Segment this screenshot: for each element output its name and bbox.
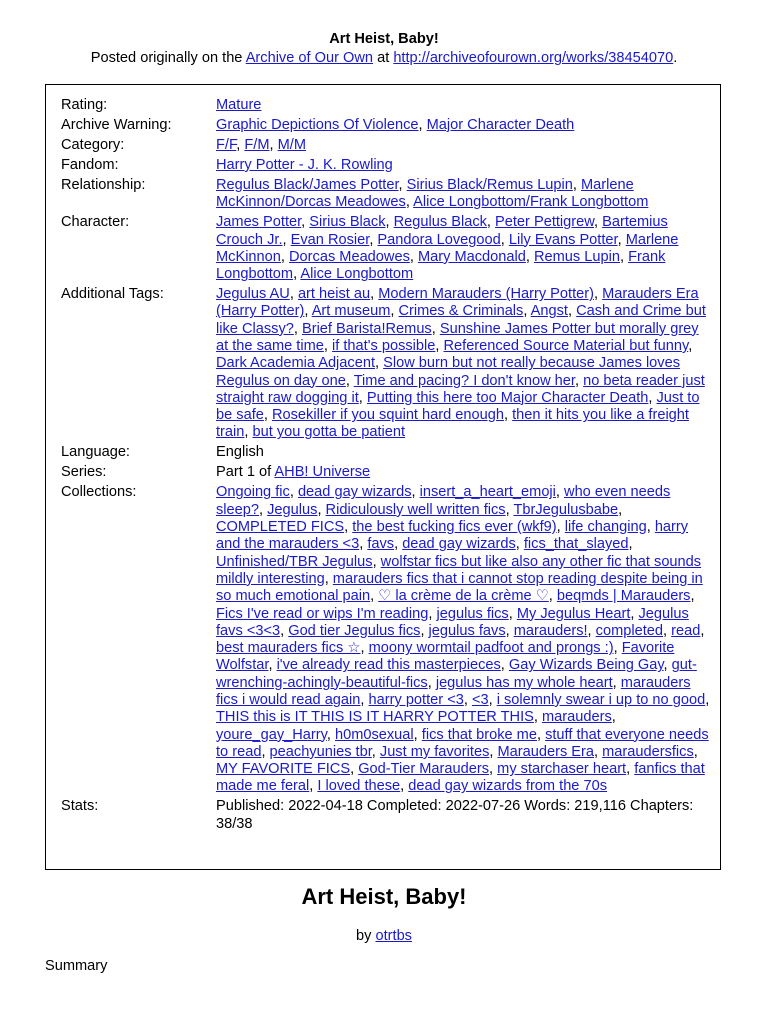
tag-link[interactable]: youre_gay_Harry (216, 726, 327, 743)
tag-link[interactable]: i've already read this masterpieces (276, 657, 501, 674)
tag-link[interactable]: Regulus Black (393, 214, 487, 231)
meta-value: Jegulus AU, art heist au, Modern Marauders (Harry Potter), Marauders Era (Harry Potter), Art museum, Crimes & Criminals, Angst, Cash and Crime but like Classy?, Brief Barista!Remus, Sunshine James Potter but morally grey at the same time, if that's possible, Referenced Source Material but funny, Dark Academia Adjacent, Slow burn but not really because James loves Regulus on day one, Time and pacing? I don't know her, no beta reader just straight raw dogging it, Putting this here too Major Character Death, Just to be safe, Rosekiller if you squint hard enough, then it hits you like a freight train, but you gotta be patient (216, 286, 706, 441)
tag-link[interactable]: fics that broke me (421, 726, 537, 743)
tag-link[interactable]: dead gay wizards from the 70s (408, 778, 608, 795)
tag-link[interactable]: art heist au (297, 286, 371, 303)
tag-link[interactable]: fics_that_slayed (523, 536, 629, 553)
tag-link[interactable]: maraudersfics (602, 743, 694, 760)
metadata-box (45, 84, 721, 870)
tag-link[interactable]: completed (595, 622, 663, 639)
tag-link[interactable]: Modern Marauders (Harry Potter) (378, 286, 594, 303)
meta-label: Character: (61, 214, 130, 231)
tag-link[interactable]: MY FAVORITE FICS (216, 761, 351, 778)
tag-link[interactable]: jegulus has my whole heart (435, 674, 613, 691)
posted-prefix: Posted originally on the (90, 50, 246, 66)
tag-link[interactable]: Major Character Death (426, 116, 575, 133)
tag-link[interactable]: if that's possible (332, 337, 436, 354)
meta-row (61, 157, 711, 177)
tag-link[interactable]: F/F (216, 136, 237, 153)
tag-link[interactable]: jegulus favs (428, 622, 506, 639)
tag-link[interactable]: TbrJegulusbabe (513, 501, 619, 518)
tag-link[interactable]: Mature (216, 97, 262, 113)
meta-value (216, 157, 711, 177)
tag-link[interactable]: life changing (564, 519, 647, 536)
meta-row (61, 177, 711, 214)
tag-link[interactable]: I loved these (317, 778, 401, 795)
meta-label: Relationship: (61, 176, 146, 193)
tag-link[interactable]: <3 (471, 691, 489, 708)
meta-text: English (216, 444, 264, 461)
meta-value (216, 464, 711, 484)
tag-link[interactable]: beqmds | Marauders (556, 588, 691, 605)
summary-heading: Summary (45, 958, 108, 974)
tag-link[interactable]: Cash and Crime but like Classy? (216, 303, 706, 337)
tag-link[interactable]: Ridiculously well written fics (325, 501, 506, 518)
tag-link[interactable]: Rosekiller if you squint hard enough (271, 407, 505, 424)
tag-link[interactable]: best mauraders fics ☆ (216, 640, 361, 657)
meta-label: Additional Tags: (61, 286, 164, 303)
tag-link[interactable]: Lily Evans Potter (508, 231, 618, 248)
tag-link[interactable]: Remus Lupin (533, 248, 620, 265)
tag-link[interactable]: COMPLETED FICS (216, 519, 345, 536)
meta-value: James Potter, Sirius Black, Regulus Black, Peter Pettigrew, Bartemius Crouch Jr., Evan Rosier, Pandora Lovegood, Lily Evans Potter, Marlene McKinnon, Dorcas Meadowes, Mary Macdonald, Remus Lupin, Frank Longbottom, Alice Longbottom (216, 214, 679, 283)
meta-value: F/F, F/M, M/M (216, 136, 306, 153)
tag-link[interactable]: Ongoing fic (216, 484, 290, 501)
tag-link[interactable]: Just my favorites (379, 743, 490, 760)
meta-value (216, 798, 711, 835)
tag-link[interactable]: my starchaser heart (497, 761, 627, 778)
tag-link[interactable]: Favorite Wolfstar (216, 640, 675, 674)
tag-link[interactable]: peachyunies tbr (269, 743, 372, 760)
archive-link[interactable]: Archive of Our Own (245, 50, 374, 66)
meta-value: Graphic Depictions Of Violence, Major Character Death (216, 116, 575, 133)
tag-link[interactable]: Marauders Era (Harry Potter) (216, 286, 699, 320)
meta-label: Language: (61, 444, 130, 461)
tag-link[interactable]: Dark Academia Adjacent (216, 355, 375, 372)
tag-link[interactable]: Sirius Black/Remus Lupin (406, 176, 573, 193)
tag-link[interactable]: Regulus Black/James Potter (216, 176, 399, 193)
tag-link[interactable]: marauders fics i would read again (216, 674, 691, 708)
tag-link[interactable]: read (671, 622, 701, 639)
tag-link[interactable]: Harry Potter - J. K. Rowling (216, 156, 393, 173)
tag-link[interactable]: dead gay wizards (402, 536, 516, 553)
tag-link[interactable]: Evan Rosier (290, 231, 370, 248)
tag-link[interactable]: marauders (542, 709, 612, 726)
tag-link[interactable]: Slow burn but not really because James loves Regulus on day one (216, 355, 681, 389)
meta-row (61, 484, 711, 798)
page-header (0, 0, 768, 68)
tag-link[interactable]: no beta reader just straight raw dogging it (216, 372, 705, 406)
tag-link[interactable]: Graphic Depictions Of Violence (216, 116, 419, 133)
meta-row (61, 137, 711, 157)
tag-link[interactable]: harry and the marauders <3 (216, 519, 689, 553)
meta-value (216, 97, 711, 117)
tag-link[interactable]: Marauders Era (497, 743, 595, 760)
tag-link[interactable]: Just to be safe (216, 389, 700, 424)
header-title: Art Heist, Baby! (329, 31, 439, 47)
meta-value (216, 444, 711, 464)
tag-link[interactable]: Dorcas Meadowes (289, 248, 410, 265)
meta-row (61, 97, 711, 117)
tag-link[interactable]: marauders fics that i cannot stop reading despite being in so much emotional pain (216, 570, 703, 605)
tag-link[interactable]: Alice Longbottom/Frank Longbottom (413, 194, 649, 211)
tag-link[interactable]: then it hits you like a freight train (216, 407, 689, 441)
tag-link[interactable]: harry potter <3 (368, 691, 464, 708)
meta-row (61, 286, 711, 444)
meta-row (61, 464, 711, 484)
meta-prefix: Part 1 of (216, 464, 275, 481)
tag-link[interactable]: God-Tier Marauders (358, 761, 490, 778)
meta-text: Published: 2022-04-18 Completed: 2022-07-26 Words: 219,116 Chapters: 38/38 (216, 798, 694, 832)
tag-link[interactable]: favs (367, 536, 395, 553)
tag-link[interactable]: Fics I've read or wips I'm reading (216, 605, 429, 622)
meta-label: Collections: (61, 484, 137, 501)
tag-link[interactable]: Art museum (311, 303, 391, 320)
tag-link[interactable]: Referenced Source Material but funny (443, 337, 689, 354)
tag-link[interactable]: AHB! Universe (274, 464, 371, 481)
tag-link[interactable]: Sunshine James Potter but morally grey at the same time (216, 320, 699, 354)
tag-link[interactable]: Jegulus AU (216, 286, 290, 303)
work-url-link[interactable]: http://archiveofourown.org/works/38454070 (393, 50, 674, 66)
meta-row (61, 798, 711, 835)
tag-link[interactable]: who even needs sleep? (216, 484, 671, 518)
tag-link[interactable]: ♡ la crème de la crème ♡ (378, 588, 549, 605)
tag-link[interactable]: i solemnly swear i up to no good (496, 691, 706, 708)
tag-link[interactable]: M/M (277, 136, 306, 153)
tag-link[interactable]: Bartemius Crouch Jr. (216, 214, 668, 248)
meta-label: Fandom: (61, 156, 119, 173)
tag-link[interactable]: Alice Longbottom (300, 266, 414, 283)
meta-label: Category: (61, 136, 125, 153)
tag-link[interactable]: insert_a_heart_emoji (419, 484, 556, 501)
metadata-table (61, 97, 711, 836)
tag-link[interactable]: Putting this here too Major Character Death (366, 389, 649, 406)
meta-label: Stats: (61, 798, 99, 815)
tag-link[interactable]: jegulus fics (436, 605, 509, 622)
work-title: Art Heist, Baby! (301, 884, 467, 909)
tag-link[interactable]: Pandora Lovegood (377, 231, 501, 248)
meta-row (61, 444, 711, 464)
tag-link[interactable]: F/M (244, 136, 270, 153)
tag-link[interactable]: James Potter (216, 214, 302, 231)
tag-link[interactable]: Crimes & Criminals (398, 303, 524, 320)
tag-link[interactable]: moony wormtail padfoot and prongs :) (368, 640, 614, 657)
tag-link[interactable]: Jegulus favs <3<3 (216, 605, 689, 639)
tag-link[interactable]: stuff that everyone needs to read (216, 726, 709, 760)
tag-link[interactable]: the best fucking fics ever (wkf9) (352, 519, 557, 536)
by-text: by (356, 928, 376, 944)
tag-link[interactable]: Marlene McKinnon/Dorcas Meadowes (216, 176, 634, 211)
tag-link[interactable]: Time and pacing? I don't know her (353, 372, 575, 389)
tag-link[interactable]: fanfics that made me feral (216, 761, 705, 795)
meta-label: Rating: (61, 97, 108, 113)
meta-value: Ongoing fic, dead gay wizards, insert_a_heart_emoji, who even needs sleep?, Jegulus, Ridiculously well written fics, TbrJegulusbabe, COMPLETED FICS, the best fucking fics ever (wkf9), life changing, harry and the marauders <3, favs, dead gay wizards, fics_that_slayed, Unfinished/TBR Jegulus, wolfstar fics but like also any other fic that sounds mildly interesting, marauders fics that i cannot stop reading despite being in so much emotional pain, ♡ la crème de la crème ♡, beqmds | Marauders, Fics I've read or wips I'm reading, jegulus fics, My Jegulus Heart, Jegulus favs <3<3, God tier Jegulus fics, jegulus favs, marauders!, completed, read, best mauraders fics ☆, moony wormtail padfoot and prongs :), Favorite Wolfstar, i've already read this masterpieces, Gay Wizards Being Gay, gut-wrenching-achingly-beautiful-fics, jegulus has my whole heart, marauders fics i would read again, harry potter <3, <3, i solemnly swear i up to no good, THIS this is IT THIS IS IT HARRY POTTER THIS, marauders, youre_gay_Harry, h0m0sexual, fics that broke me, stuff that everyone needs to read, peachyunies tbr, Just my favorites, Marauders Era, maraudersfics, MY FAVORITE FICS, God-Tier Marauders, my starchaser heart, fanfics that made me feral, I loved these, dead gay wizards from the 70s (216, 484, 710, 795)
meta-value: Regulus Black/James Potter, Sirius Black/Remus Lupin, Marlene McKinnon/Dorcas Meadowes, Alice Longbottom/Frank Longbottom (216, 176, 649, 211)
meta-row (61, 117, 711, 137)
at-text: at (373, 50, 394, 66)
tag-link[interactable]: Unfinished/TBR Jegulus (216, 553, 373, 570)
tag-link[interactable]: dead gay wizards (297, 484, 412, 501)
tag-link[interactable]: marauders! (513, 622, 588, 639)
tag-link[interactable]: gut-wrenching-achingly-beautiful-fics (216, 657, 697, 691)
tag-link[interactable]: Angst (530, 303, 568, 320)
meta-row (61, 214, 711, 286)
tag-link[interactable]: Frank Longbottom (216, 248, 666, 283)
meta-label: Archive Warning: (61, 116, 172, 133)
tag-link[interactable]: Marlene McKinnon (216, 231, 679, 265)
posted-line (0, 48, 768, 68)
tag-link[interactable]: wolfstar fics but like also any other fic that sounds mildly interesting (216, 553, 702, 587)
tag-link[interactable]: h0m0sexual (334, 726, 414, 743)
tag-link[interactable]: THIS this is IT THIS IS IT HARRY POTTER THIS (216, 709, 534, 726)
meta-label: Series: (61, 464, 107, 481)
tag-link[interactable]: but you gotta be patient (252, 424, 406, 441)
tag-link[interactable]: Mary Macdonald (417, 248, 526, 265)
period: . (673, 50, 678, 66)
tag-link[interactable]: Jegulus (267, 501, 318, 518)
tag-link[interactable]: Peter Pettigrew (495, 214, 594, 231)
tag-link[interactable]: God tier Jegulus fics (288, 622, 421, 639)
tag-link[interactable]: My Jegulus Heart (516, 605, 631, 622)
byline (0, 928, 768, 944)
author-link[interactable]: otrtbs (375, 928, 412, 944)
tag-link[interactable]: Sirius Black (309, 214, 386, 231)
tag-link[interactable]: Gay Wizards Being Gay (508, 657, 664, 674)
tag-link[interactable]: Brief Barista!Remus (301, 320, 432, 337)
